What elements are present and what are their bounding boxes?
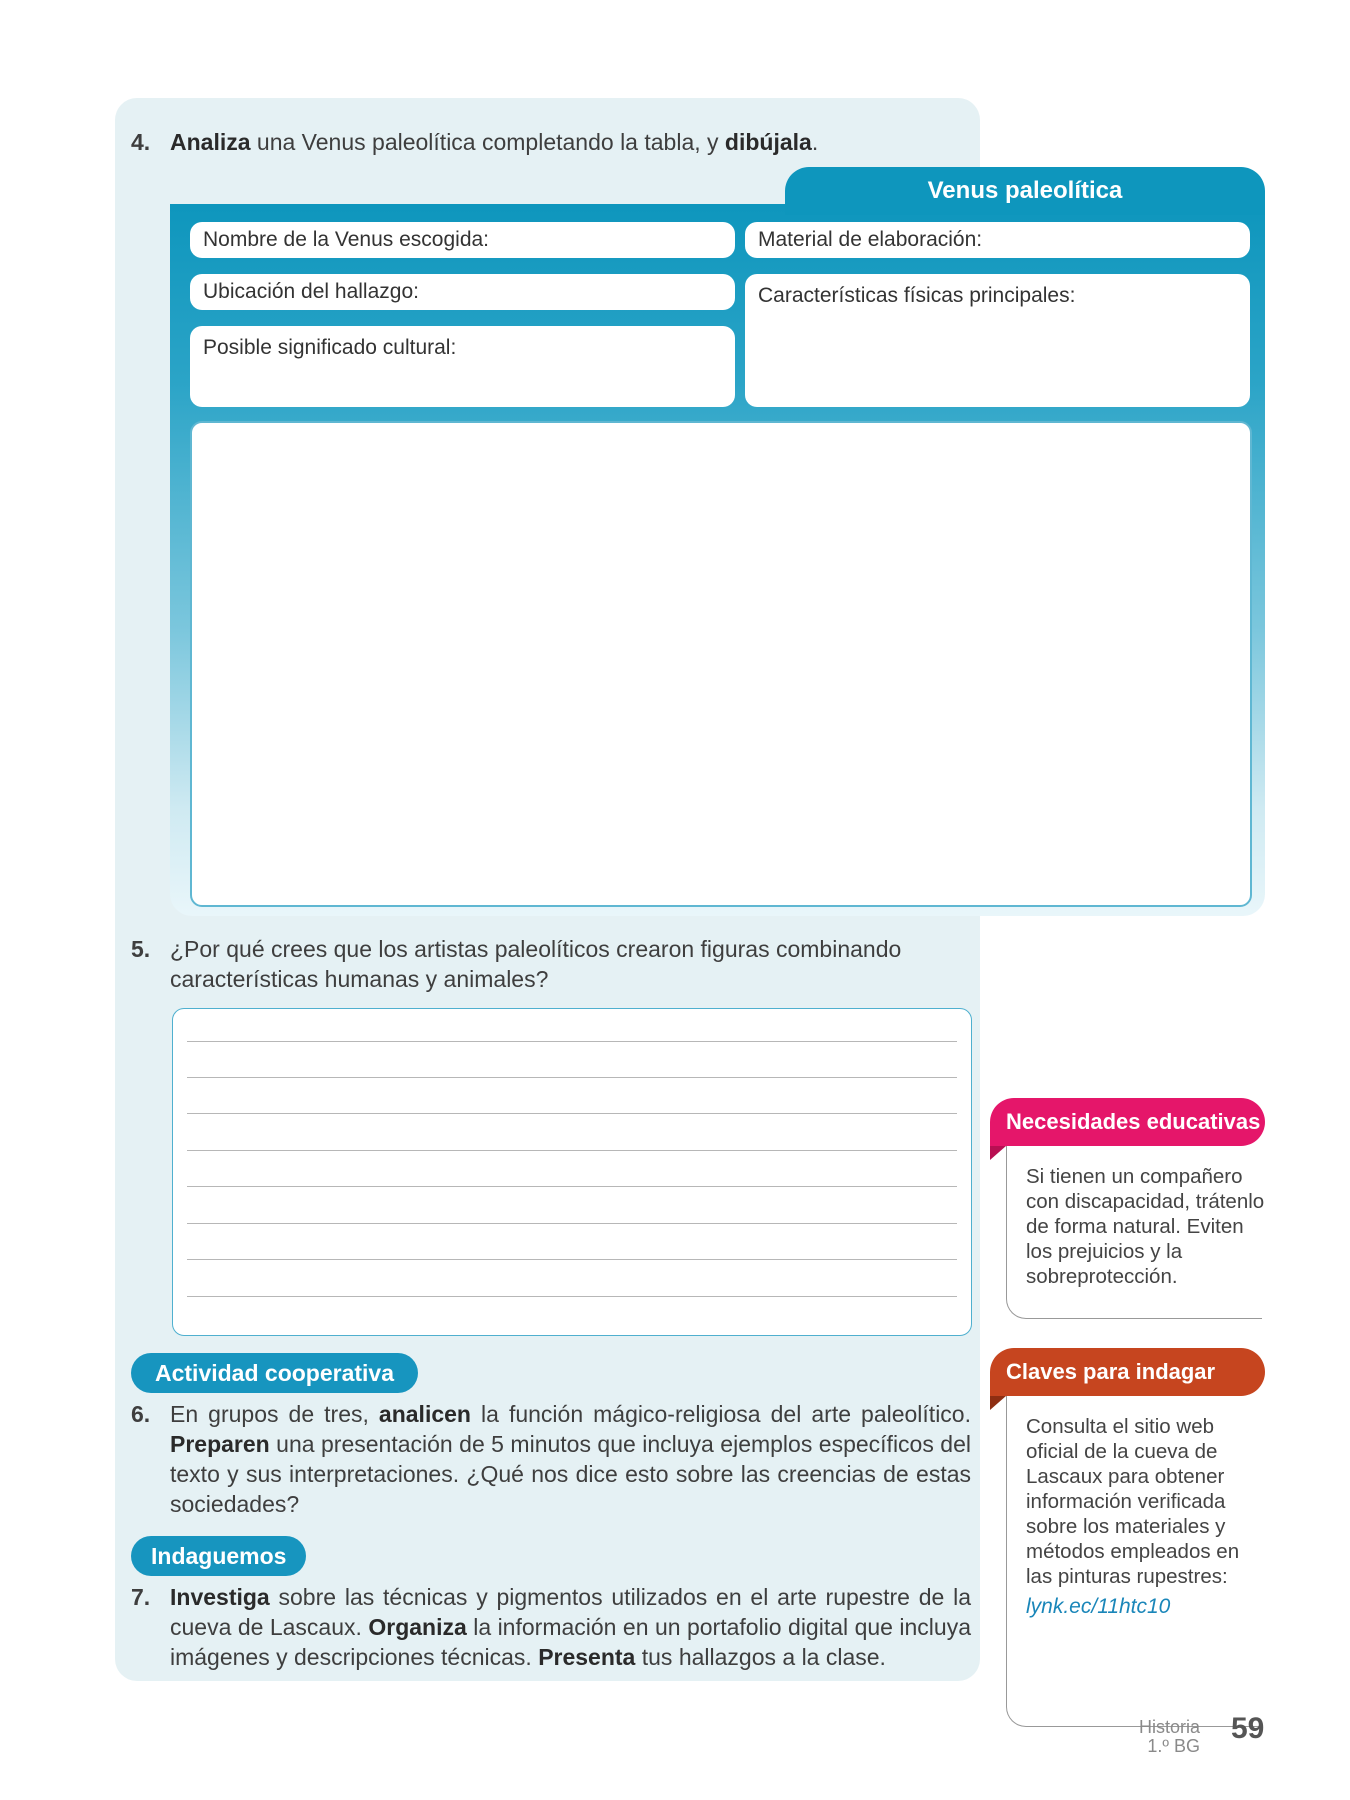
- verb-analiza: Analiza: [170, 129, 251, 155]
- page-number: 59: [1231, 1712, 1265, 1745]
- grade-label: 1.º BG: [1147, 1736, 1200, 1756]
- answer-line: [187, 1041, 957, 1042]
- verb-preparen: Preparen: [170, 1431, 270, 1457]
- answer-line: [187, 1150, 957, 1151]
- question-5-text: ¿Por qué crees que los artistas paleolíticos crearon figuras combinando características humanas y animales?: [170, 936, 902, 992]
- necesidades-text: Si tienen un compañero con discapacidad, trátenlo de forma natural. Eviten los prejuicios y la sobreprotección.: [1026, 1165, 1265, 1288]
- drawing-area[interactable]: [190, 421, 1252, 907]
- verb-presenta: Presenta: [538, 1644, 636, 1670]
- question-number: 5.: [131, 936, 151, 962]
- field-material[interactable]: Material de elaboración:: [745, 222, 1250, 258]
- claves-link[interactable]: lynk.ec/11htc10: [1026, 1595, 1171, 1618]
- question-7: 7. Investiga sobre las técnicas y pigmentos utilizados en el arte rupestre de la cueva de Lascaux. Organiza la información en un portafolio digital que incluya imágenes y descripciones técnicas. Presenta tus hallazgos a la clase.: [131, 1584, 971, 1670]
- answer-line: [187, 1259, 957, 1260]
- question-number: 7.: [131, 1584, 151, 1610]
- field-cultural-meaning[interactable]: Posible significado cultural:: [190, 326, 735, 407]
- field-physical-features[interactable]: Características físicas principales:: [745, 274, 1250, 407]
- answer-line: [187, 1077, 957, 1078]
- venus-table-title: Venus paleolítica: [785, 167, 1265, 215]
- answer-lines-box[interactable]: [172, 1008, 972, 1336]
- field-location[interactable]: Ubicación del hallazgo:: [190, 274, 735, 310]
- claves-title: Claves para indagar: [990, 1348, 1265, 1396]
- subject-name: Historia: [1138, 1717, 1200, 1737]
- answer-line: [187, 1223, 957, 1224]
- answer-line: [187, 1113, 957, 1114]
- verb-dibujala: dibújala: [724, 129, 812, 155]
- answer-line: [187, 1296, 957, 1297]
- question-5: [131, 934, 971, 994]
- necesidades-box: [990, 1098, 1270, 1323]
- verb-investiga: Investiga: [170, 1584, 270, 1610]
- tab-fold: [990, 1396, 1006, 1410]
- question-number: 4.: [131, 129, 151, 155]
- necesidades-title: Necesidades educativas: [990, 1098, 1265, 1146]
- section-label-cooperativa: Actividad cooperativa: [131, 1353, 418, 1393]
- verb-analicen: analicen: [378, 1401, 471, 1427]
- question-6: 6. En grupos de tres, analicen la función mágico-religiosa del arte paleolítico. Preparen una presentación de 5 minutos que incluya ejemplos específicos del texto y sus interpretaciones. ¿Qué nos dice esto sobre las creencias de estas sociedades?: [131, 1401, 971, 1517]
- verb-organiza: Organiza: [368, 1614, 467, 1640]
- question-number: 6.: [131, 1401, 151, 1427]
- tab-fold: [990, 1146, 1006, 1160]
- section-label-indaguemos: Indaguemos: [131, 1536, 306, 1576]
- question-4: 4. Analiza una Venus paleolítica completando la tabla, y dibújala.: [131, 129, 819, 155]
- claves-box: [990, 1348, 1270, 1683]
- claves-text: Consulta el sitio web oficial de la cueva de Lascaux para obtener información verificada sobre los materiales y métodos empleados en las pinturas rupestres:: [1026, 1415, 1240, 1588]
- footer-subject: [1139, 1718, 1200, 1756]
- answer-line: [187, 1186, 957, 1187]
- field-venus-name[interactable]: Nombre de la Venus escogida:: [190, 222, 735, 258]
